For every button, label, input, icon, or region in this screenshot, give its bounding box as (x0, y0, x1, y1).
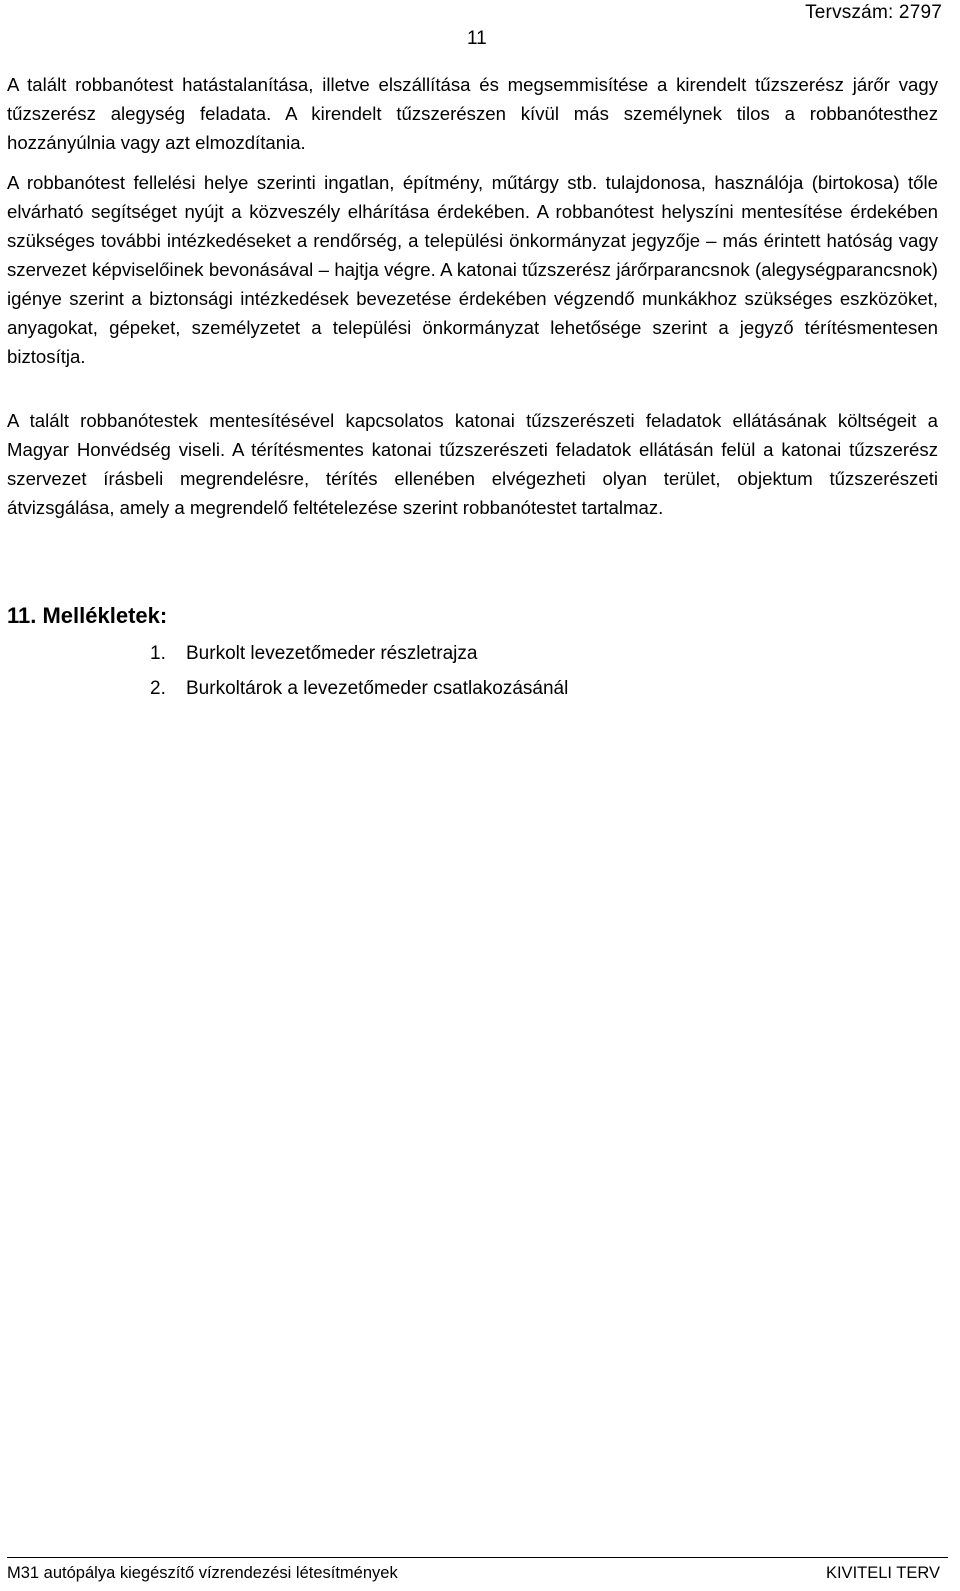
body-paragraph-3: A talált robbanótestek mentesítésével kapcsolatos katonai tűzszerészeti feladatok ellátásának költségeit a Magyar Honvédség viseli. A térítésmentes katonai tűzszerészeti feladatok ellátásán felül a katonai tűzszerész szervezet írásbeli megrendelésre, térítés ellenében elvégezheti olyan terület, objektum tűzszerészeti átvizsgálása, amely a megrendelő feltételezése szerint robbanótestet tartalmaz. (7, 410, 938, 518)
document-number: Tervszám: 2797 (805, 2, 942, 23)
body-paragraph-1: A talált robbanótest hatástalanítása, illetve elszállítása és megsemmisítése a kirendelt tűzszerész járőr vagy tűzszerész alegység feladata. A kirendelt tűzszerészen kívül más személynek tilos a robbanótesthez hozzányúlnia vagy azt elmozdítania. (7, 74, 938, 153)
page-number: 11 (467, 28, 487, 49)
body-paragraph-2: A robbanótest fellelési helye szerinti ingatlan, építmény, műtárgy stb. tulajdonosa, használója (birtokosa) tőle elvárható segítséget nyújt a közveszély elhárítása érdekében. A robbanótest helyszíni mentesítése érdekében szükséges további intézkedéseket a rendőrség, a települési önkormányzat jegyzője – más érintett hatóság vagy szervezet képviselőinek bevonásával – hajtja végre. A katonai tűzszerész járőrparancsnok (alegységparancsnok) igénye szerint a biztonsági intézkedések bevezetése érdekében végzendő munkákhoz szükséges eszközöket, anyagokat, gépeket, személyzetet a települési önkormányzat lehetősége szerint a jegyző térítésmentesen biztosítja. (7, 172, 938, 367)
footer-divider (7, 1557, 948, 1558)
list-item-number: 1. (150, 643, 166, 664)
list-item (150, 636, 568, 671)
list-item-label: Burkolt levezetőmeder részletrajza (186, 643, 478, 664)
list-item (150, 671, 568, 706)
footer-project-name: M31 autópálya kiegészítő vízrendezési létesítmények (7, 1564, 398, 1582)
list-item-label: Burkoltárok a levezetőmeder csatlakozásánál (186, 678, 569, 699)
attachment-list (150, 636, 568, 706)
footer-plan-type: KIVITELI TERV (825, 1564, 940, 1582)
list-item-number: 2. (150, 678, 166, 699)
section-heading-attachments: 11. Mellékletek: (7, 603, 168, 628)
